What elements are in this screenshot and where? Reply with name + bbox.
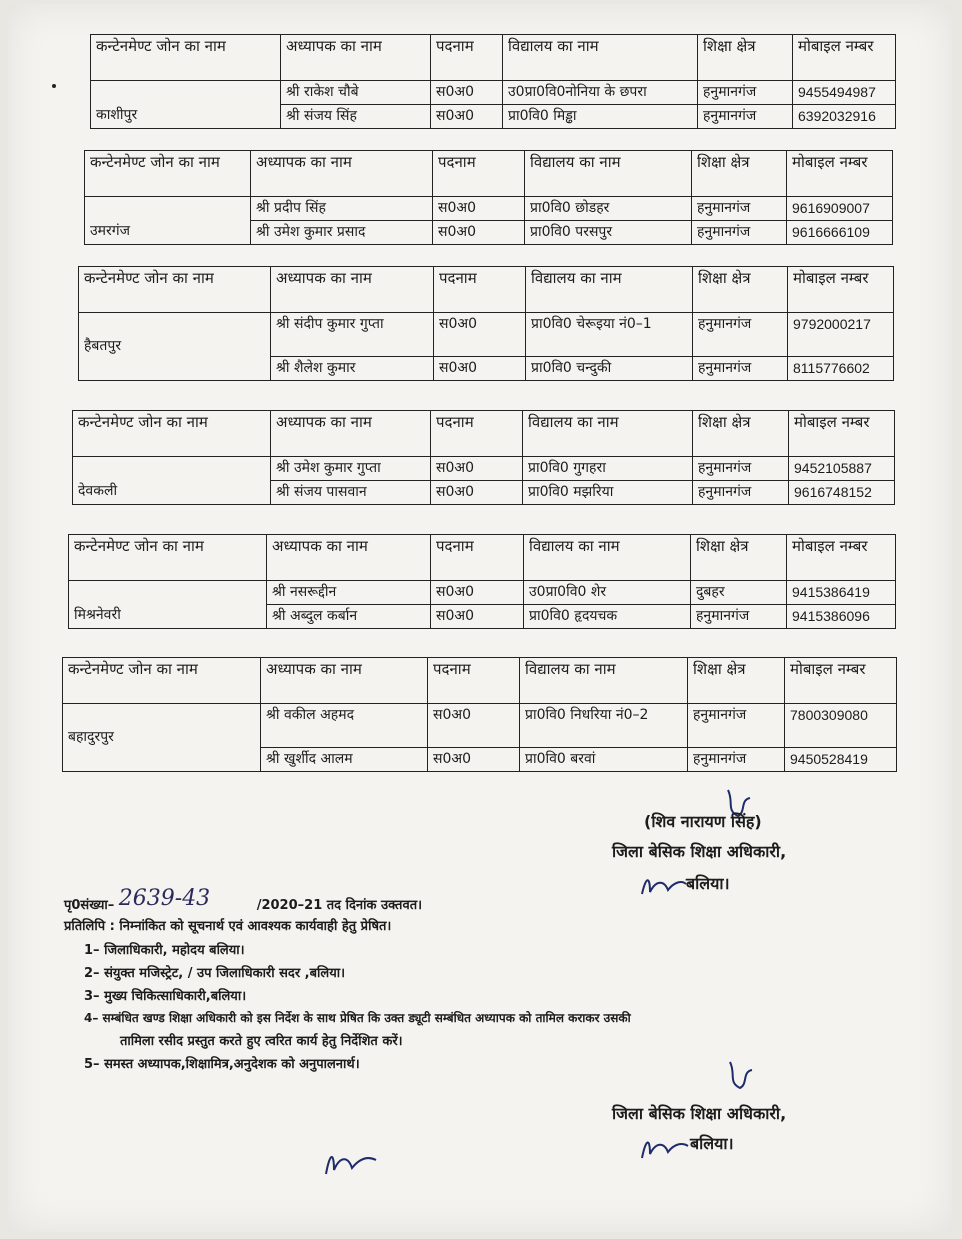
- reference-suffix: /2020–21 तद दिनांक उक्तवत।: [256, 898, 423, 913]
- bottom-initials-mark: [320, 1140, 380, 1180]
- header-designation: पदनाम: [433, 151, 525, 197]
- header-school: विद्यालय का नाम: [503, 35, 698, 81]
- table-row: [69, 581, 896, 605]
- mobile-number: 8115776602: [788, 357, 894, 381]
- school-name: प्रा0वि0 गुगहरा: [523, 457, 693, 481]
- header-area: शिक्षा क्षेत्र: [692, 151, 787, 197]
- mobile-number: 9415386096: [787, 605, 896, 629]
- education-area: हनुमानगंज: [693, 481, 789, 505]
- header-mobile: मोबाइल नम्बर: [785, 658, 897, 704]
- officer-place: बलिया।: [686, 874, 730, 893]
- header-area: शिक्षा क्षेत्र: [693, 411, 789, 457]
- header-designation: पदनाम: [431, 35, 503, 81]
- header-zone: कन्टेनमेण्ट जोन का नाम: [63, 658, 261, 704]
- education-area: हनुमानगंज: [693, 313, 788, 357]
- teacher-name: श्री अब्दुल कर्बान: [267, 605, 431, 629]
- mobile-number: 9616666109: [787, 221, 893, 245]
- footer-officer-place: बलिया।: [690, 1134, 734, 1153]
- table-row: [79, 313, 894, 357]
- mobile-number: 9450528419: [785, 748, 897, 772]
- school-name: प्रा0वि0 मिड्ढा: [503, 105, 698, 129]
- header-mobile: मोबाइल नम्बर: [787, 535, 896, 581]
- header-mobile: मोबाइल नम्बर: [793, 35, 896, 81]
- education-area: हनुमानगंज: [698, 105, 793, 129]
- header-area: शिक्षा क्षेत्र: [693, 267, 788, 313]
- teacher-name: श्री राकेश चौबे: [281, 81, 431, 105]
- teacher-name: श्री संजय पासवान: [271, 481, 431, 505]
- header-school: विद्यालय का नाम: [520, 658, 688, 704]
- teacher-name: श्री प्रदीप सिंह: [251, 197, 433, 221]
- header-teacher: अध्यापक का नाम: [271, 411, 431, 457]
- zone-table-4: [72, 410, 895, 505]
- zone-name: बहादुरपुर: [63, 704, 261, 772]
- education-area: हनुमानगंज: [688, 748, 785, 772]
- header-zone: कन्टेनमेण्ट जोन का नाम: [79, 267, 271, 313]
- copy-item: 2– संयुक्त मजिस्ट्रेट, / उप जिलाधिकारी सदर ,बलिया।: [84, 966, 346, 981]
- zone-table-2: [84, 150, 893, 245]
- school-name: उ0प्रा0वि0नोनिया के छपरा: [503, 81, 698, 105]
- footer-signature-mark: [720, 1058, 760, 1098]
- designation: स0अ0: [434, 313, 526, 357]
- header-area: शिक्षा क्षेत्र: [688, 658, 785, 704]
- mobile-number: 6392032916: [793, 105, 896, 129]
- header-mobile: मोबाइल नम्बर: [789, 411, 895, 457]
- education-area: हनुमानगंज: [692, 197, 787, 221]
- table-row: [73, 457, 895, 481]
- table-row: [85, 197, 893, 221]
- education-area: दुबहर: [691, 581, 787, 605]
- header-zone: कन्टेनमेण्ट जोन का नाम: [73, 411, 271, 457]
- copy-intro: प्रतिलिपि : निम्नांकित को सूचनार्थ एवं आवश्यक कार्यवाही हेतु प्रेषित।: [64, 919, 392, 934]
- header-mobile: मोबाइल नम्बर: [788, 267, 894, 313]
- school-name: प्रा0वि0 चेरूइया नं0–1: [526, 313, 693, 357]
- header-school: विद्यालय का नाम: [524, 535, 691, 581]
- zone-name: मिश्रनेवरी: [69, 581, 267, 629]
- school-name: उ0प्रा0वि0 शेर: [524, 581, 691, 605]
- footer-officer-title: जिला बेसिक शिक्षा अधिकारी,: [612, 1104, 787, 1123]
- mobile-number: 7800309080: [785, 704, 897, 748]
- copy-item: 1– जिलाधिकारी, महोदय बलिया।: [84, 943, 245, 958]
- zone-table-3: [78, 266, 894, 381]
- header-zone: कन्टेनमेण्ट जोन का नाम: [69, 535, 267, 581]
- zone-name: उमरगंज: [85, 197, 251, 245]
- mobile-number: 9452105887: [789, 457, 895, 481]
- header-designation: पदनाम: [434, 267, 526, 313]
- designation: स0अ0: [431, 81, 503, 105]
- mobile-number: 9792000217: [788, 313, 894, 357]
- initials-mark: [638, 870, 688, 900]
- teacher-name: श्री उमेश कुमार गुप्ता: [271, 457, 431, 481]
- teacher-name: श्री वकील अहमद: [261, 704, 428, 748]
- header-mobile: मोबाइल नम्बर: [787, 151, 893, 197]
- designation: स0अ0: [431, 481, 523, 505]
- table-row: [63, 704, 897, 748]
- designation: स0अ0: [431, 457, 523, 481]
- mobile-number: 9415386419: [787, 581, 896, 605]
- header-school: विद्यालय का नाम: [526, 267, 693, 313]
- zone-table-1: [90, 34, 896, 129]
- header-teacher: अध्यापक का नाम: [251, 151, 433, 197]
- teacher-name: श्री संदीप कुमार गुप्ता: [271, 313, 434, 357]
- header-school: विद्यालय का नाम: [523, 411, 693, 457]
- designation: स0अ0: [433, 197, 525, 221]
- education-area: हनुमानगंज: [688, 704, 785, 748]
- designation: स0अ0: [428, 748, 520, 772]
- footer-initials-mark: [638, 1130, 692, 1164]
- header-designation: पदनाम: [428, 658, 520, 704]
- zone-name: देवकली: [73, 457, 271, 505]
- zone-table-5: [68, 534, 896, 629]
- header-zone: कन्टेनमेण्ट जोन का नाम: [85, 151, 251, 197]
- education-area: हनुमानगंज: [691, 605, 787, 629]
- zone-table-6: [62, 657, 897, 772]
- header-teacher: अध्यापक का नाम: [261, 658, 428, 704]
- mobile-number: 9616909007: [787, 197, 893, 221]
- school-name: प्रा0वि0 हृदयचक: [524, 605, 691, 629]
- header-area: शिक्षा क्षेत्र: [698, 35, 793, 81]
- teacher-name: श्री उमेश कुमार प्रसाद: [251, 221, 433, 245]
- mobile-number: 9455494987: [793, 81, 896, 105]
- zone-name: काशीपुर: [91, 81, 281, 129]
- header-zone: कन्टेनमेण्ट जोन का नाम: [91, 35, 281, 81]
- school-name: प्रा0वि0 निधरिया नं0–2: [520, 704, 688, 748]
- officer-name: (शिव नारायण सिंह): [644, 812, 762, 831]
- header-designation: पदनाम: [431, 411, 523, 457]
- header-designation: पदनाम: [431, 535, 524, 581]
- designation: स0अ0: [431, 105, 503, 129]
- officer-title: जिला बेसिक शिक्षा अधिकारी,: [612, 842, 787, 861]
- school-name: प्रा0वि0 बरवां: [520, 748, 688, 772]
- designation: स0अ0: [428, 704, 520, 748]
- reference-prefix: पृ0संख्या–: [64, 898, 115, 913]
- school-name: प्रा0वि0 चन्दुकी: [526, 357, 693, 381]
- header-teacher: अध्यापक का नाम: [281, 35, 431, 81]
- school-name: प्रा0वि0 परसपुर: [525, 221, 692, 245]
- reference-number: 2639-43: [118, 886, 211, 911]
- teacher-name: श्री शैलेश कुमार: [271, 357, 434, 381]
- copy-item: 5– समस्त अध्यापक,शिक्षामित्र,अनुदेशक को अनुपालनार्थ।: [84, 1057, 360, 1072]
- school-name: प्रा0वि0 छोडहर: [525, 197, 692, 221]
- teacher-name: श्री खुर्शीद आलम: [261, 748, 428, 772]
- header-teacher: अध्यापक का नाम: [267, 535, 431, 581]
- teacher-name: श्री नसरूद्दीन: [267, 581, 431, 605]
- header-area: शिक्षा क्षेत्र: [691, 535, 787, 581]
- designation: स0अ0: [434, 357, 526, 381]
- education-area: हनुमानगंज: [693, 357, 788, 381]
- copy-item: 4– सम्बंधित खण्ड शिक्षा अधिकारी को इस निर्देश के साथ प्रेषित कि उक्त ड्यूटी सम्बंधित अध्यापक को तामिल कराकर उसकी: [84, 1011, 631, 1025]
- reference-line: [64, 886, 423, 915]
- header-teacher: अध्यापक का नाम: [271, 267, 434, 313]
- education-area: हनुमानगंज: [692, 221, 787, 245]
- header-school: विद्यालय का नाम: [525, 151, 692, 197]
- teacher-name: श्री संजय सिंह: [281, 105, 431, 129]
- designation: स0अ0: [431, 581, 524, 605]
- mobile-number: 9616748152: [789, 481, 895, 505]
- document-page: [8, 4, 952, 1232]
- education-area: हनुमानगंज: [693, 457, 789, 481]
- stray-mark: [52, 84, 56, 88]
- school-name: प्रा0वि0 मझरिया: [523, 481, 693, 505]
- education-area: हनुमानगंज: [698, 81, 793, 105]
- zone-name: हैबतपुर: [79, 313, 271, 381]
- copy-item: 3– मुख्य चिकित्साधिकारी,बलिया।: [84, 989, 247, 1004]
- copy-item-continued: तामिला रसीद प्रस्तुत करते हुए त्वरित कार्य हेतु निर्देशित करें।: [120, 1034, 403, 1049]
- designation: स0अ0: [431, 605, 524, 629]
- designation: स0अ0: [433, 221, 525, 245]
- table-row: [91, 81, 896, 105]
